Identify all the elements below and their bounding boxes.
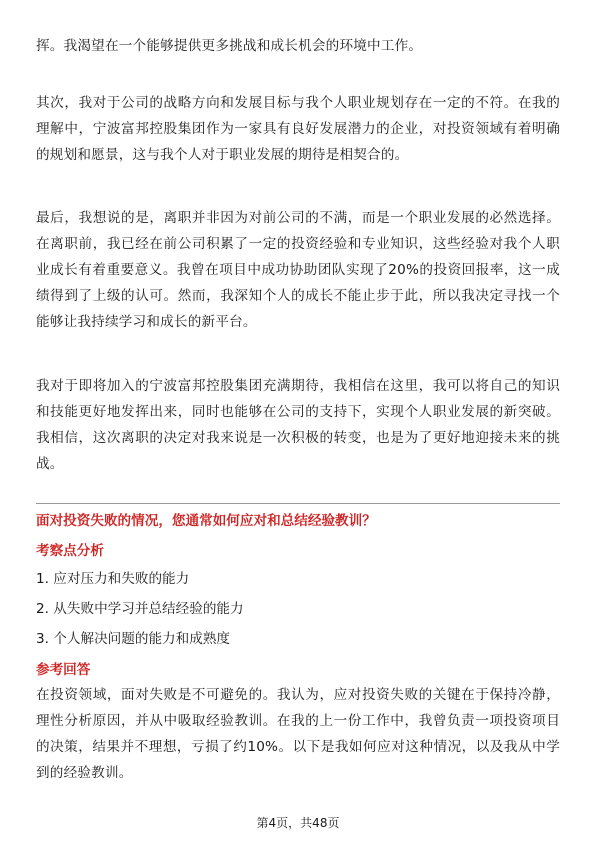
section-divider: [36, 503, 560, 504]
analysis-title: 考察点分析: [36, 543, 104, 559]
document-page: [36, 0, 560, 842]
list-item: 2. 从失败中学习并总结经验的能力: [36, 601, 244, 617]
analysis-list: [36, 564, 560, 654]
paragraph-second-reason: 其次，我对于公司的战略方向和发展目标与我个人职业规划存在一定的不符。在我的理解中，宁波富邦控股集团作为一家具有良好发展潜力的企业，对投资领域有着明确的规划和愿景，这与我个人对于职业发展的期待是相契合的。: [36, 95, 560, 163]
paragraph-continuation: 挥。我渴望在一个能够提供更多挑战和成长机会的环境中工作。: [36, 38, 423, 54]
paragraph-expectation: 我对于即将加入的宁波富邦控股集团充满期待，我相信在这里，我可以将自己的知识和技能更好地发挥出来，同时也能够在公司的支持下，实现个人职业发展的新突破。我相信，这次离职的决定对我来说是一次积极的转变，也是为了更好地迎接未来的挑战。: [36, 378, 560, 472]
list-item: 3. 个人解决问题的能力和成熟度: [36, 631, 231, 647]
interview-question: 面对投资失败的情况，您通常如何应对和总结经验教训？: [36, 513, 376, 529]
page-number: 第4页，共48页: [256, 816, 340, 830]
answer-title: 参考回答: [36, 662, 91, 678]
answer-paragraph: 在投资领域，面对失败是不可避免的。我认为，应对投资失败的关键在于保持冷静，理性分析原因，并从中吸取经验教训。在我的上一份工作中，我曾负责一项投资项目的决策，结果并不理想，亏损了约10%。以下是我如何应对这种情况，以及我从中学到的经验教训。: [36, 687, 560, 781]
list-item: 1. 应对压力和失败的能力: [36, 571, 190, 587]
paragraph-final-reason: 最后，我想说的是，离职并非因为对前公司的不满，而是一个职业发展的必然选择。在离职前，我已经在前公司积累了一定的投资经验和专业知识，这些经验对我个人职业成长有着重要意义。我曾在项目中成功协助团队实现了20%的投资回报率，这一成绩得到了上级的认可。然而，我深知个人的成长不能止步于此，所以我决定寻找一个能够让我持续学习和成长的新平台。: [36, 210, 560, 330]
